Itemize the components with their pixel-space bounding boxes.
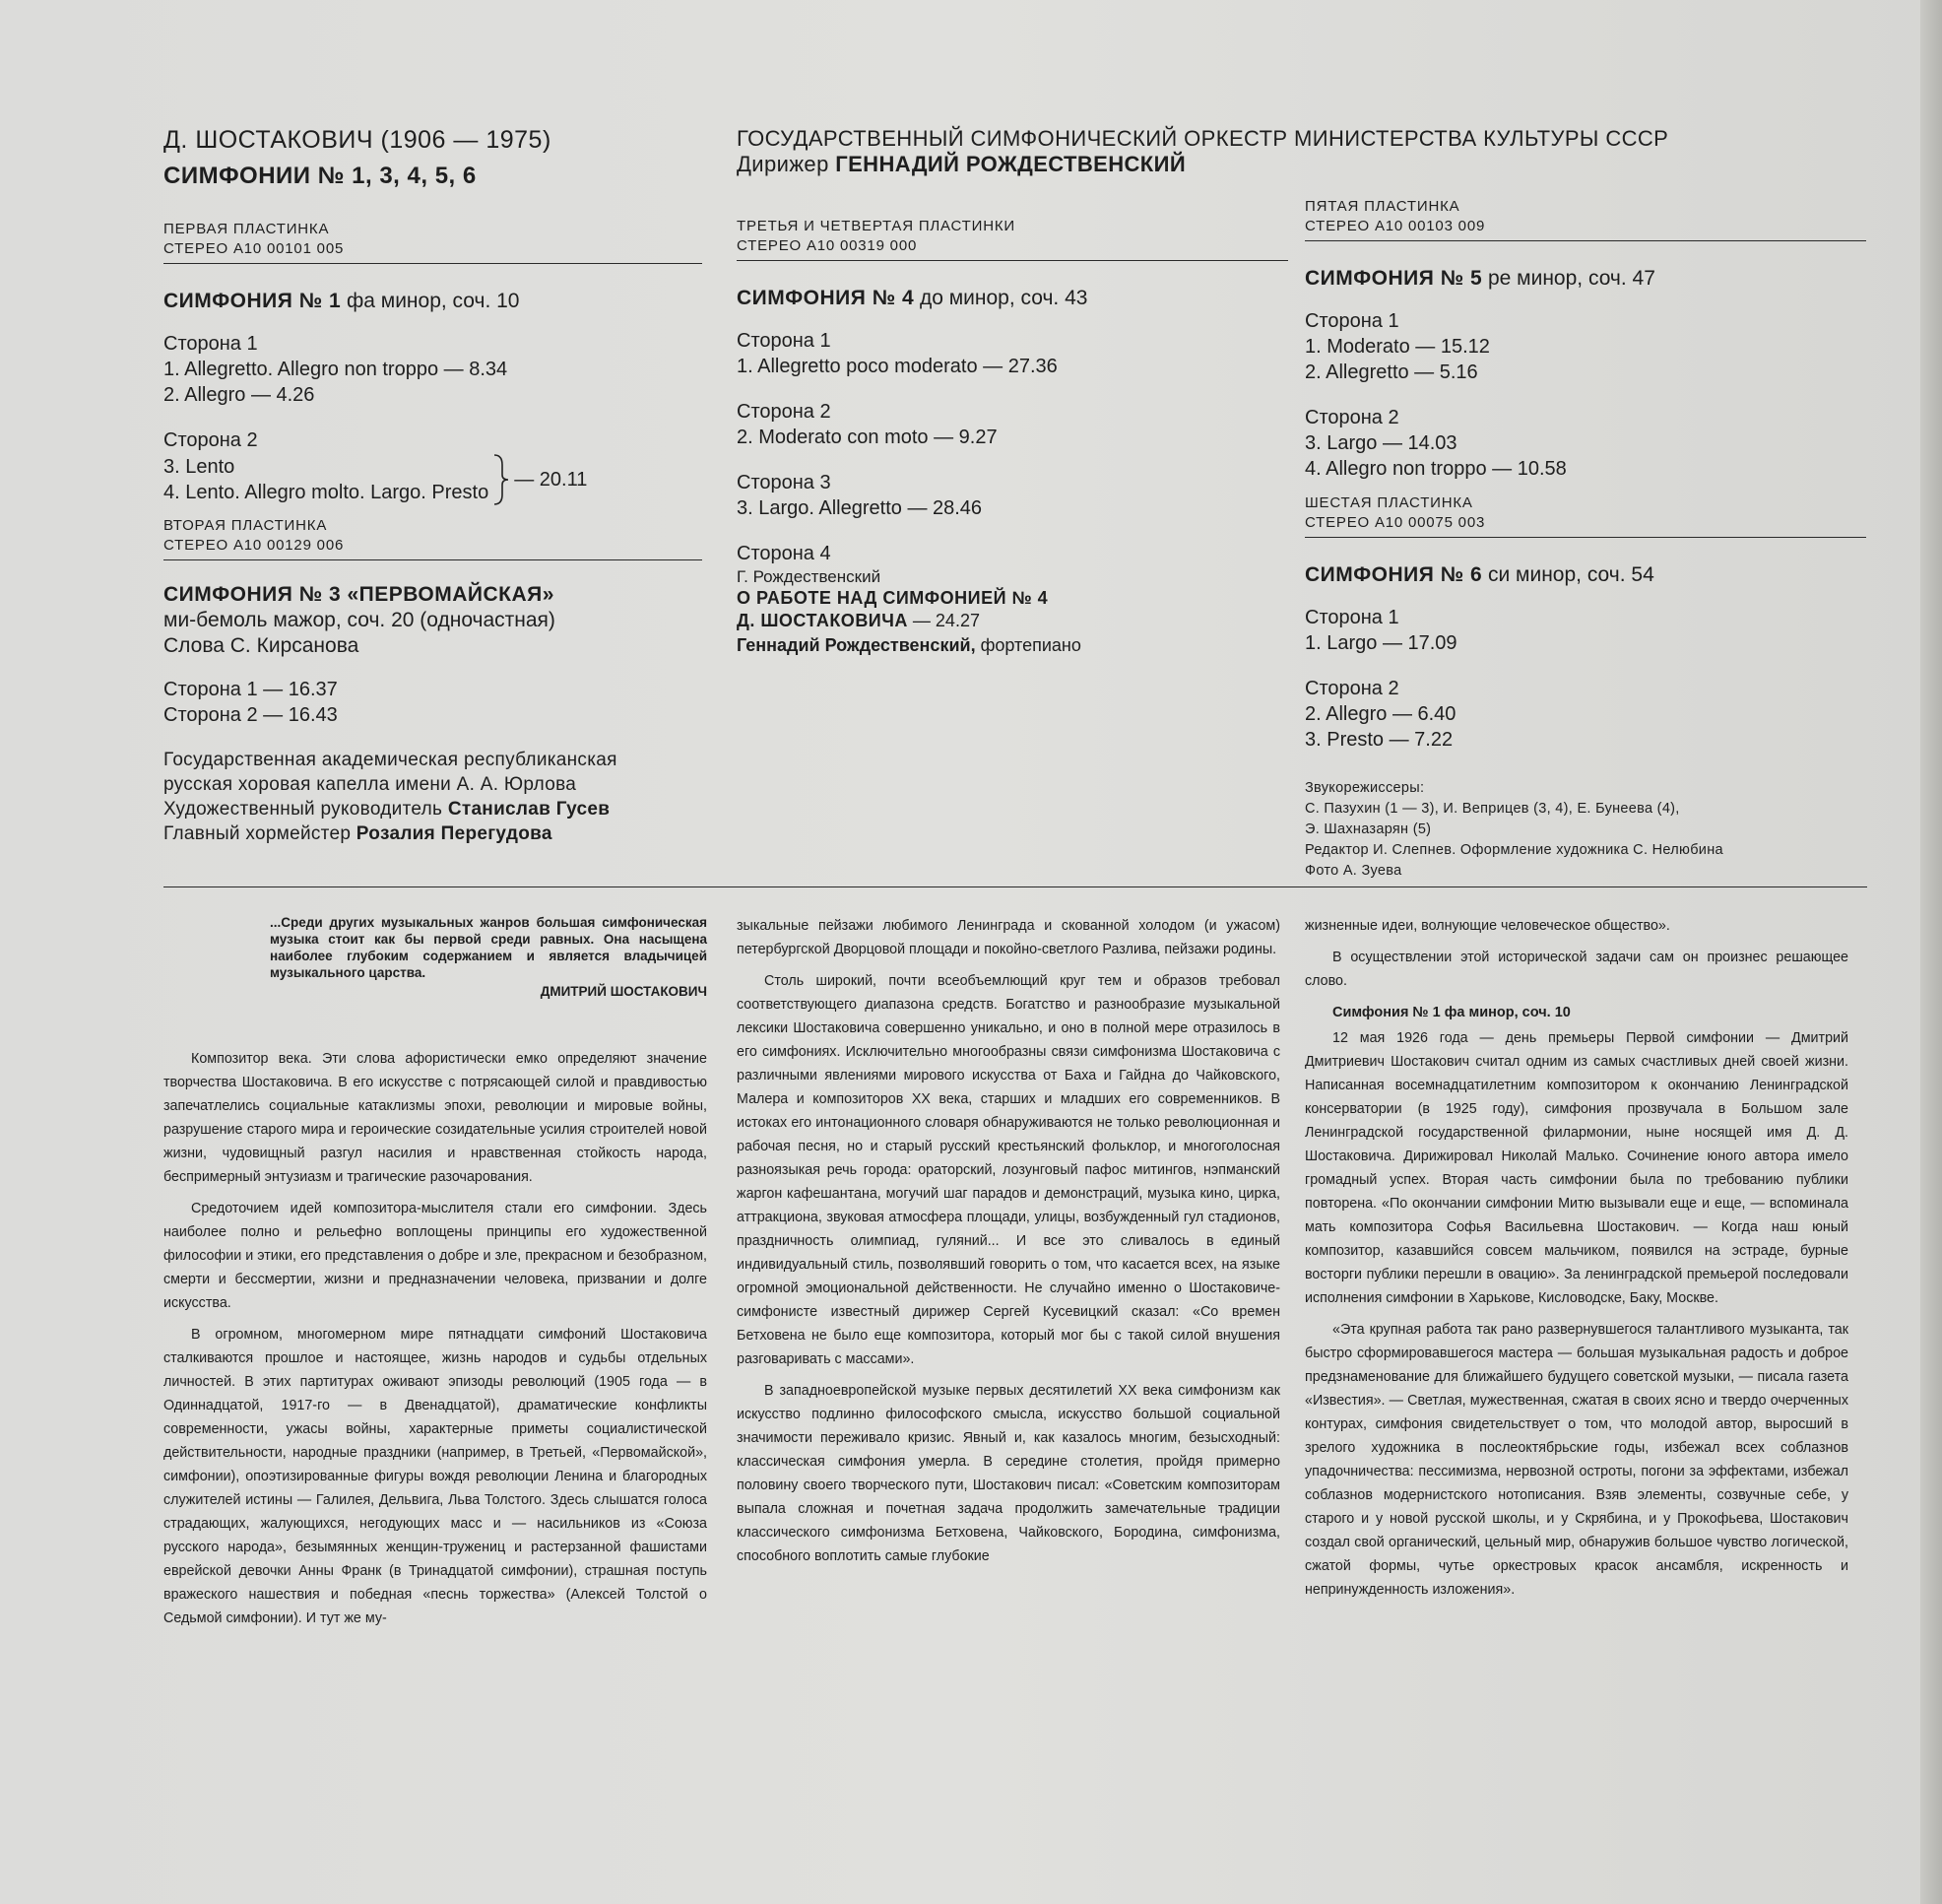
disc34-side1-label: Сторона 1 xyxy=(737,330,831,352)
section-divider xyxy=(163,886,1867,887)
column-right xyxy=(1305,197,1866,882)
credits-photo: Фото А. Зуева xyxy=(1305,863,1402,879)
disc34-side4-talk: О РАБОТЕ НАД СИМФОНИЕЙ № 4 xyxy=(737,588,1049,608)
epigraph-text: ...Среди других музыкальных жанров большая симфоническая музыка стоит как бы первой среди равных. Она насыщена наиболее глубоким содержанием и является владычицей музыкального царства. xyxy=(270,915,707,980)
disc34-side4-label: Сторона 4 xyxy=(737,543,831,564)
disc2-side2: Сторона 2 — 16.43 xyxy=(163,704,338,726)
disc2-label: ВТОРАЯ ПЛАСТИНКА xyxy=(163,517,328,534)
disc5-side1-label: Сторона 1 xyxy=(1305,310,1399,332)
disc6-work xyxy=(1305,563,1866,587)
disc6-side2-track1: 2. Allegro — 6.40 xyxy=(1305,703,1456,725)
disc34-record-info xyxy=(737,217,1288,261)
disc2-work-words: Слова С. Кирсанова xyxy=(163,634,359,657)
disc2-side1: Сторона 1 — 16.37 xyxy=(163,679,338,700)
liner-notes-col3 xyxy=(1305,914,1848,1609)
disc34-work xyxy=(737,287,1288,310)
epigraph-signature: ДМИТРИЙ ШОСТАКОВИЧ xyxy=(540,984,707,999)
disc34-side4 xyxy=(737,541,1288,658)
notes-paragraph-9: 12 мая 1926 года — день премьеры Первой симфонии — Дмитрий Дмитриевич Шостакович считал одним из самых счастливых дней своей жизни. Написанная восемнадцатилетним композитором к окончанию Ленинградской консерватории (в 1925 году), симфония прозвучала в Большом зале Ленинградской государственной филармонии, ныне носящей имя Д. Д. Шостаковича. Дирижировал Николай Малько. Сочинение юного автора имело громадный успех. Вторая часть симфонии была по требованию публики повторена. «По окончании симфонии Митю вызывали еще и еще, — вспоминала мать композитора Софья Васильевна Шостакович. — Когда наш юный композитор, казавшийся совсем мальчиком, появился на эстраде, бурные восторги публики перешли в овацию». За ленинградской премьерой последовали исполнения симфонии в Харькове, Кисловодске, Баку, Москве. xyxy=(1305,1030,1848,1306)
disc5-work xyxy=(1305,267,1866,291)
credits-sound-names2: Э. Шахназарян (5) xyxy=(1305,821,1432,837)
disc1-side1-track1: 1. Allegretto. Allegro non troppo — 8.34 xyxy=(163,359,508,380)
disc1-side1-label: Сторона 1 xyxy=(163,333,258,355)
disc2-work-key: ми-бемоль мажор, соч. 20 (одночастная) xyxy=(163,609,555,631)
choir-line1: Государственная академическая республиканская xyxy=(163,750,617,770)
conductor-label: Дирижер xyxy=(737,152,829,176)
disc1-side2-track2: 4. Lento. Allegro molto. Largo. Presto xyxy=(163,482,489,503)
disc34-side4-talk2 xyxy=(737,610,1288,632)
notes-paragraph-8: В осуществлении этой исторической задачи сам он произнес решающее слово. xyxy=(1305,950,1848,989)
disc1-work-key: фа минор, соч. 10 xyxy=(346,290,520,312)
disc6-side1-track1: 1. Largo — 17.09 xyxy=(1305,632,1457,654)
epigraph xyxy=(270,914,707,1000)
disc34-side3-track1: 3. Largo. Allegretto — 28.46 xyxy=(737,497,983,519)
credits-sound-names: С. Пазухин (1 — 3), И. Веприцев (3, 4), Е. Бунеева (4), xyxy=(1305,801,1680,817)
disc34-side3 xyxy=(737,470,1288,521)
disc5-side2-label: Сторона 2 xyxy=(1305,407,1399,428)
choir-director-label: Художественный руководитель xyxy=(163,799,443,820)
pianist-name: Геннадий Рождественский, xyxy=(737,635,976,655)
disc5-work-title: СИМФОНИЯ № 5 xyxy=(1305,267,1483,290)
disc5-label: ПЯТАЯ ПЛАСТИНКА xyxy=(1305,198,1460,215)
disc34-work-title: СИМФОНИЯ № 4 xyxy=(737,287,915,309)
disc34-side2-track1: 2. Moderato con moto — 9.27 xyxy=(737,427,998,448)
album-title: СИМФОНИИ № 1, 3, 4, 5, 6 xyxy=(163,163,477,189)
disc34-side2 xyxy=(737,399,1288,450)
disc34-side4-composer: Д. ШОСТАКОВИЧА xyxy=(737,611,908,630)
disc5-work-key: ре минор, соч. 47 xyxy=(1487,267,1655,290)
disc6-side2-track2: 3. Presto — 7.22 xyxy=(1305,729,1454,751)
brace-icon xyxy=(492,453,510,506)
disc1-side2 xyxy=(163,427,705,506)
pianist-instrument: фортепиано xyxy=(980,635,1081,655)
column-left xyxy=(163,126,705,846)
choir-line3 xyxy=(163,797,705,821)
disc5-record-info xyxy=(1305,197,1866,241)
disc2-choir xyxy=(163,748,705,846)
disc6-side2 xyxy=(1305,676,1866,753)
disc5-side1-track2: 2. Allegretto — 5.16 xyxy=(1305,361,1478,383)
orchestra-heading: ГОСУДАРСТВЕННЫЙ СИМФОНИЧЕСКИЙ ОРКЕСТР МИНИСТЕРСТВА КУЛЬТУРЫ СССР xyxy=(737,126,1669,151)
sleeve-edge xyxy=(1920,0,1942,1904)
conductor-line xyxy=(737,152,1288,177)
notes-paragraph-6: В западноевропейской музыке первых десятилетий XX века симфонизм как искусство подлинно философского смысла, искусство большой социальной значимости переживало кризис. Явный и, как казалось многим, безысходный: классическая симфония умерла. В середине столетия, пройдя примерно половину своего творческого пути, Шостакович писал: «Советским композиторам выпала сложная и почетная задача продолжить замечательные традиции классического симфонизма Бетховена, Чайковского, Бородина, симфонизма, способного воплотить самые глубокие xyxy=(737,1383,1280,1564)
disc6-label: ШЕСТАЯ ПЛАСТИНКА xyxy=(1305,494,1473,511)
conductor-name: ГЕННАДИЙ РОЖДЕСТВЕНСКИЙ xyxy=(835,152,1187,176)
disc34-label: ТРЕТЬЯ И ЧЕТВЕРТАЯ ПЛАСТИНКИ xyxy=(737,218,1015,234)
composer-heading: Д. ШОСТАКОВИЧ (1906 — 1975) xyxy=(163,126,551,154)
disc6-work-title: СИМФОНИЯ № 6 xyxy=(1305,563,1483,586)
disc34-work-key: до минор, соч. 43 xyxy=(919,287,1088,309)
choir-master-name: Розалия Перегудова xyxy=(356,823,552,844)
liner-notes-col1 xyxy=(163,914,707,1638)
disc5-side2-track1: 3. Largo — 14.03 xyxy=(1305,432,1457,454)
disc1-label: ПЕРВАЯ ПЛАСТИНКА xyxy=(163,221,330,237)
notes-subheading: Симфония № 1 фа минор, соч. 10 xyxy=(1332,1005,1571,1020)
disc2-code: СТЕРЕО А10 00129 006 xyxy=(163,537,345,554)
disc6-work-key: си минор, соч. 54 xyxy=(1487,563,1654,586)
disc34-side4-time: — 24.27 xyxy=(912,611,980,630)
disc1-work xyxy=(163,290,705,313)
notes-paragraph-4: зыкальные пейзажи любимого Ленинграда и скованной холодом (и ужасом) петербургской Дворцовой площади и покойно-светлого Разлива, пейзажи родины. xyxy=(737,918,1280,957)
liner-notes-col2 xyxy=(737,914,1280,1576)
disc6-side1 xyxy=(1305,605,1866,656)
disc1-side2-track-list xyxy=(163,454,488,505)
notes-paragraph-10: «Эта крупная работа так рано развернувшегося талантливого музыканта, так быстро сформировавшегося мастера — большая музыкальная радость и доброе предзнаменование для ближайшего будущего советской музыки, — писала газета «Известия». — Светлая, мужественная, сжатая в своих ясно и твердо очерченных контурах, симфония свидетельствует о том, что молодой автор, выросший в зрелого художника в послеоктябрьские годы, избежал всех соблазнов упадочничества: пессимизма, нервозной остроты, погони за эффектами, избежал соблазнов модернистского нотописания. Взяв элементы, созвучные себе, у старого и у новой русской школы, и у Скрябина, и у Прокофьева, Шостакович создал свой органический, цельный мир, обнаружив большое чувство логической, сжатой формы, чутье оркестровых красок ансамбля, искренность и непринужденность изложения». xyxy=(1305,1322,1848,1598)
disc6-side2-label: Сторона 2 xyxy=(1305,678,1399,699)
credits-sound-label: Звукорежиссеры: xyxy=(1305,780,1425,796)
disc1-side2-track1: 3. Lento xyxy=(163,456,235,478)
disc6-side1-label: Сторона 1 xyxy=(1305,607,1399,628)
disc2-record-info xyxy=(163,516,702,560)
disc1-code: СТЕРЕО А10 00101 005 xyxy=(163,240,345,257)
disc1-side2-label: Сторона 2 xyxy=(163,429,258,451)
credits-editor: Редактор И. Слепнев. Оформление художника С. Нелюбина xyxy=(1305,842,1723,858)
notes-paragraph-2: Средоточием идей композитора-мыслителя стали его симфонии. Здесь наиболее полно и рельефно воплощены принципы его художественной философии и этики, его представления о добре и зле, прекрасном и безобразном, смерти и бессмертии, жизни и предназначении человека, призвании и долге искусства. xyxy=(163,1201,707,1311)
disc5-side2 xyxy=(1305,405,1866,482)
disc34-side3-label: Сторона 3 xyxy=(737,472,831,493)
disc1-work-title: СИМФОНИЯ № 1 xyxy=(163,290,342,312)
disc2-work-title: СИМФОНИЯ № 3 «ПЕРВОМАЙСКАЯ» xyxy=(163,583,554,606)
disc2-work xyxy=(163,582,705,659)
choir-director-name: Станислав Гусев xyxy=(447,799,611,820)
notes-paragraph-3: В огромном, многомерном мире пятнадцати симфоний Шостаковича сталкиваются прошлое и настоящее, жизнь народов и судьбы отдельных личностей. В этих партитурах оживают эпизоды революций (1905 года — в Одиннадцатой, 1917-го — в Двенадцатой), драматические конфликты современности, ужасы войны, характерные приметы социалистической действительности, народные праздники (например, в Третьей, «Первомайской», симфонии), опоэтизированные фигуры вождя революции Ленина и благородных служителей истины — Галилея, Дельвига, Льва Толстого. Здесь слышатся голоса страдающих, жалующихся, негодующих масс и — насильников из «Союза русского народа», безымянных женщин-тружениц и растерзанной фашистами еврейской девочки Анны Франк (в Тринадцатой симфонии), страшная поступь вражеского нашествия и победная «песнь торжества» (Алексей Толстой о Седьмой симфонии). И тут же му- xyxy=(163,1327,707,1626)
disc34-side2-label: Сторона 2 xyxy=(737,401,831,423)
disc1-side1-track2: 2. Allegro — 4.26 xyxy=(163,384,315,406)
disc34-side4-pianist xyxy=(737,632,1288,658)
disc34-code: СТЕРЕО А10 00319 000 xyxy=(737,237,918,254)
disc34-side1 xyxy=(737,328,1288,379)
disc2-sides xyxy=(163,677,705,728)
disc5-side2-track2: 4. Allegro non troppo — 10.58 xyxy=(1305,458,1567,480)
notes-paragraph-1: Композитор века. Эти слова афористически емко определяют значение творчества Шостаковича. В его искусстве с потрясающей силой и правдивостью запечатлелись социальные катаклизмы эпохи, революции и мировые войны, разрушение старого мира и героические созидательные усилия строителей новой жизни, чудовищный разгул насилия и нравственная стойкость народа, беспримерный энтузиазм и трагические разочарования. xyxy=(163,1051,707,1185)
disc34-side1-track1: 1. Allegretto poco moderato — 27.36 xyxy=(737,356,1058,377)
disc1-side1 xyxy=(163,331,705,408)
disc6-record-info xyxy=(1305,493,1866,538)
disc5-side1 xyxy=(1305,308,1866,385)
disc1-side2-time: — 20.11 xyxy=(514,469,588,491)
disc5-side1-track1: 1. Moderato — 15.12 xyxy=(1305,336,1490,358)
disc6-code: СТЕРЕО А10 00075 003 xyxy=(1305,514,1486,531)
choir-line4 xyxy=(163,821,705,846)
disc34-side4-author: Г. Рождественский xyxy=(737,567,881,586)
disc1-side2-tracks xyxy=(163,453,705,506)
disc5-code: СТЕРЕО А10 00103 009 xyxy=(1305,218,1486,234)
notes-paragraph-7: жизненные идеи, волнующие человеческое общество». xyxy=(1305,918,1670,934)
choir-line2: русская хоровая капелла имени А. А. Юрлова xyxy=(163,774,577,795)
disc1-record-info xyxy=(163,220,702,264)
choir-master-label: Главный хормейстер xyxy=(163,823,352,844)
notes-paragraph-5: Столь широкий, почти всеобъемлющий круг тем и образов требовал соответствующего диапазона средств. Богатство и разнообразие музыкальной лексики Шостаковича совершенно уникально, и оно в полной мере отразилось в его симфониях. Исключительно многообразны связи симфонизма Шостаковича с различными явлениями мирового искусства от Баха и Гайдна до Чайковского, Малера и композиторов XX века, старших и младших его современников. В истоках его интонационного словаря обнаруживаются не только революционная и рабочая песня, но и старый русский крестьянский фольклор, и многоголосная разноязыкая речь города: ораторский, лозунговый пафос митингов, нэпманский жаргон кафешантана, могучий шаг парадов и демонстраций, музыка кино, цирка, аттракциона, звуковая атмосфера площади, улицы, возбужденный гул стадионов, праздничность олимпиад, гуляний... И все это сливалось в единый индивидуальный стиль, позволявший говорить о том, что касается всех, на языке огромной эмоциональной действенности. Не случайно именно о Шостаковиче-симфонисте известный дирижер Сергей Кусевицкий сказал: «Со времен Бетховена не было еще композитора, который мог бы с такой силой внушения разговаривать с массами». xyxy=(737,973,1280,1367)
credits xyxy=(1305,778,1866,882)
